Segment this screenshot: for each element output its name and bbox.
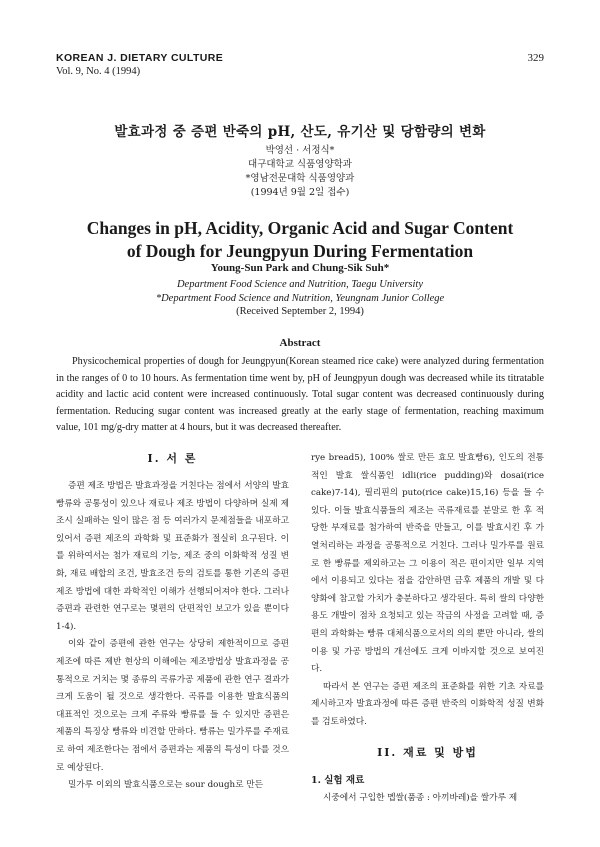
materials-subheading: 1. 실험 재료 (311, 774, 365, 786)
korean-received-date: (1994년 9월 2일 접수) (250, 187, 350, 198)
introduction-paragraph-3: 밀가루 이외의 발효식품으로는 sour dough로 만든 (68, 780, 264, 791)
english-title (56, 217, 544, 263)
abstract-text: Physicochemical properties of dough for Jeungpyun(Korean steamed rice cake) were analyzed during fermentation in the ranges of 0 to 10 hours. As fermentation time went by, pH of Jeungpyun dough was decreased while its titratable acidity and lactic acid content were increased continuously. Total sugar content was decreased continuously during fermentation. Reducing sugar content was increased greatly at the early stage of fermentation, reaching maximum value, 101 mg/g-dry matter at 4 hours, but it was decreased thereafter. (56, 356, 544, 434)
korean-affiliation-1: 대구대학교 식품영양학과 (248, 159, 352, 170)
journal-name: KOREAN J. DIETARY CULTURE (56, 52, 224, 64)
right-column (311, 450, 544, 807)
introduction-purpose-paragraph: 따라서 본 연구는 증편 제조의 표준화를 위한 기초 자료를 제시하고자 발효과정에 따른 증편 반죽의 이화학적 성질 변화를 검토하였다. (311, 681, 544, 727)
introduction-continued-paragraph: rye bread5), 100% 쌀로 만든 효모 발효빵6), 인도의 전통적인 발효 쌀식품인 idli(rice pudding)와 dosai(rice cake)7-14), 필리핀의 puto(rice cake)15,16) 등을 들 수 있다. 이들 발효식품들의 제조는 곡류재료를 분말로 한 후 적당한 부재료를 첨가하여 반죽을 만들고, 이를 발효시킨 후 가열처리하는 과정을 공통적으로 거친다. 그러나 밀가루를 원료로 한 빵류를 제외하고는 그 이용이 적은 편이지만 일부 지역에서 이용되고 있다는 점을 감안하면 금후 제품의 개발 및 다양화에 참고할 가치가 충분하다고 생각된다. 특히 쌀의 다양한 용도 개발이 점차 요청되고 있는 작금의 사정을 고려할 때, 증편의 과학화는 빵류 대체식품으로서의 의의 뿐만 아니라, 쌀의 이용 및 가공 방법의 개선에도 크게 이바지할 것으로 보여진다. (311, 453, 544, 675)
page-number: 329 (527, 52, 544, 64)
methods-heading: II. 재료 및 방법 (377, 745, 478, 759)
introduction-heading: I. 서 론 (147, 452, 198, 465)
english-received-date: (Received September 2, 1994) (236, 306, 364, 317)
introduction-paragraph-2: 이와 같이 증편에 관한 연구는 상당히 제한적이므로 증편 제조에 따른 제반 현상의 이해에는 제조방법상 발효과정을 공통적으로 거치는 몇 종류의 곡류가공 제품에 관한 연구 결과가 크게 도움이 될 것으로 생각한다. 곡류를 이용한 발효식품의 대표적인 것으로는 크게 주류와 빵류를 들 수 있지만 증편은 제품의 특징상 빵류와 비견할 만하다. 빵류는 밀가루를 주재료로 하여 제조한다는 점에서 증편과는 제품의 특성이 다를 것으로 예상된다. (56, 639, 289, 773)
english-affiliation-2: *Department Food Science and Nutrition, Yeungnam Junior College (155, 293, 445, 304)
materials-paragraph: 시중에서 구입한 멥쌀(품종 : 아끼바레)을 쌀가루 제 (323, 792, 518, 803)
journal-volume: Vol. 9, No. 4 (1994) (56, 66, 141, 77)
korean-authors: 박영선 · 서정식* (265, 145, 335, 156)
korean-title: 발효과정 중 증편 반죽의 pH, 산도, 유기산 및 당함량의 변화 (114, 124, 486, 140)
korean-affiliation-2: *영남전문대학 식품영양과 (245, 173, 355, 184)
english-authors: Young-Sun Park and Chung-Sik Suh* (210, 262, 390, 274)
english-title-line-2: of Dough for Jeungpyun During Fermentation (126, 241, 474, 261)
introduction-paragraph-1: 증편 제조 방법은 발효과정을 거친다는 점에서 서양의 발효 빵류와 공통성이 있으나 재료나 제조 방법이 다양하며 실제 제조시 실패하는 일이 많은 점 등 여러가지 문제점들을 내포하고 있어서 증편 제조의 과학화 및 표준화가 절실히 요구된다. 이를 위하여서는 첨가 재료의 기능, 제조 중의 이화학적 성질 변화, 재료 배합의 조건, 발효조건 등의 검토를 통한 기존의 증편 제조 방법에 대한 과학적인 이해가 선행되어져야 한다. 그러나 증편과 관련한 연구로는 몇편의 단편적인 보고가 있을 뿐이다1-4). (56, 481, 289, 632)
left-column (56, 450, 289, 795)
english-affiliation-1: Department Food Science and Nutrition, Taegu University (176, 279, 424, 290)
abstract-heading: Abstract (279, 337, 321, 349)
english-title-line-1: Changes in pH, Acidity, Organic Acid and Sugar Content (86, 218, 514, 238)
